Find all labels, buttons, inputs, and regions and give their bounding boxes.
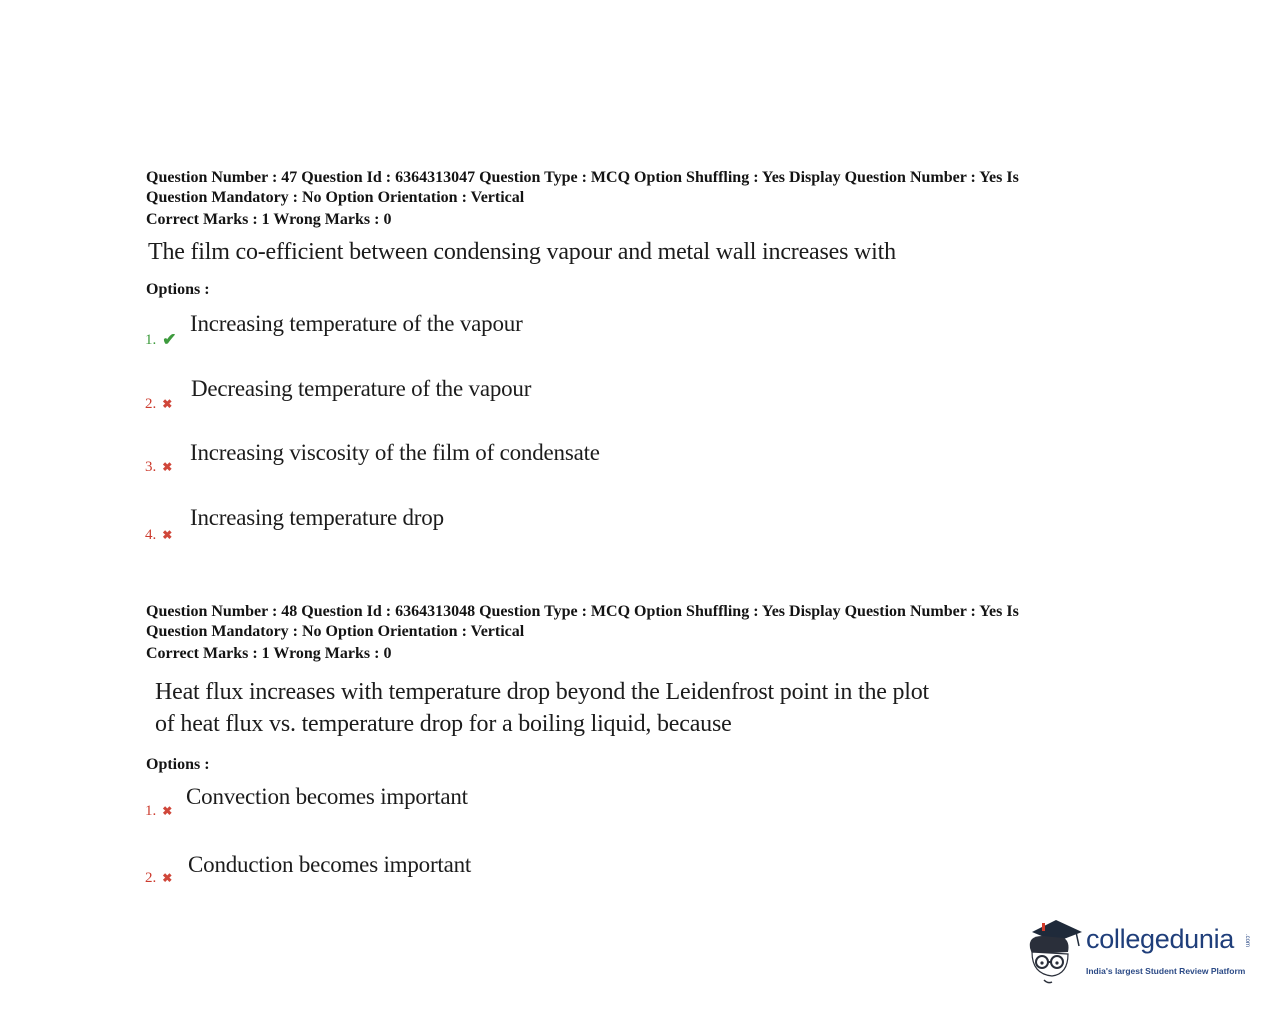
q47-option-4-text: Increasing temperature drop — [190, 505, 444, 530]
q47-option-2-text: Decreasing temperature of the vapour — [191, 376, 532, 401]
q47-option-3-text: Increasing viscosity of the film of condensate — [190, 440, 600, 465]
q47-option-2-number: 2. ✖ — [145, 396, 173, 412]
q48-question-line1: Heat flux increases with temperature drop beyond the Leidenfrost point in the plot — [155, 679, 930, 705]
q48-metadata — [146, 602, 1106, 641]
q47-meta-line2: Question Mandatory : No Option Orientation : Vertical — [146, 188, 525, 206]
q47-options-label: Options : — [146, 281, 210, 298]
q48-meta-line1: Question Number : 48 Question Id : 6364313048 Question Type : MCQ Option Shuffling : Yes Display Question Number : Yes Is — [146, 603, 1019, 620]
brand-tagline: India's largest Student Review Platform — [1086, 966, 1246, 976]
q48-option-1-number: 1. ✖ — [145, 803, 173, 819]
collegedunia-logo[interactable] — [1024, 918, 1254, 990]
q48-meta-line2: Question Mandatory : No Option Orientation : Vertical — [146, 622, 525, 640]
cross-icon: ✖ — [162, 871, 173, 885]
mascot-icon — [1024, 918, 1084, 990]
brand-domain: .com — [1244, 934, 1250, 948]
cross-icon: ✖ — [162, 528, 173, 542]
q47-marks: Correct Marks : 1 Wrong Marks : 0 — [146, 211, 392, 228]
brand-name: collegedunia — [1086, 924, 1235, 954]
q48-marks: Correct Marks : 1 Wrong Marks : 0 — [146, 645, 392, 662]
q47-option-4-number: 4. ✖ — [145, 527, 173, 543]
q47-question-text: The film co-efficient between condensing vapour and metal wall increases with — [148, 239, 896, 265]
q48-option-2-text: Conduction becomes important — [188, 852, 472, 877]
q47-meta-line1: Question Number : 47 Question Id : 6364313047 Question Type : MCQ Option Shuffling : Yes Display Question Number : Yes Is — [146, 169, 1019, 186]
q48-question-line2: of heat flux vs. temperature drop for a boiling liquid, because — [155, 711, 732, 737]
q47-option-3-number: 3. ✖ — [145, 459, 173, 475]
q47-metadata — [146, 168, 1106, 207]
q47-option-1-text: Increasing temperature of the vapour — [190, 311, 523, 336]
cross-icon: ✖ — [162, 397, 173, 411]
q48-option-1-text: Convection becomes important — [186, 784, 468, 809]
q48-question-text — [155, 676, 929, 740]
check-icon: ✔ — [162, 330, 177, 349]
cross-icon: ✖ — [162, 804, 173, 818]
q48-option-2-number: 2. ✖ — [145, 870, 173, 886]
cross-icon: ✖ — [162, 460, 173, 474]
q48-options-label: Options : — [146, 756, 210, 773]
q47-option-1-number: 1. ✔ — [145, 330, 177, 349]
